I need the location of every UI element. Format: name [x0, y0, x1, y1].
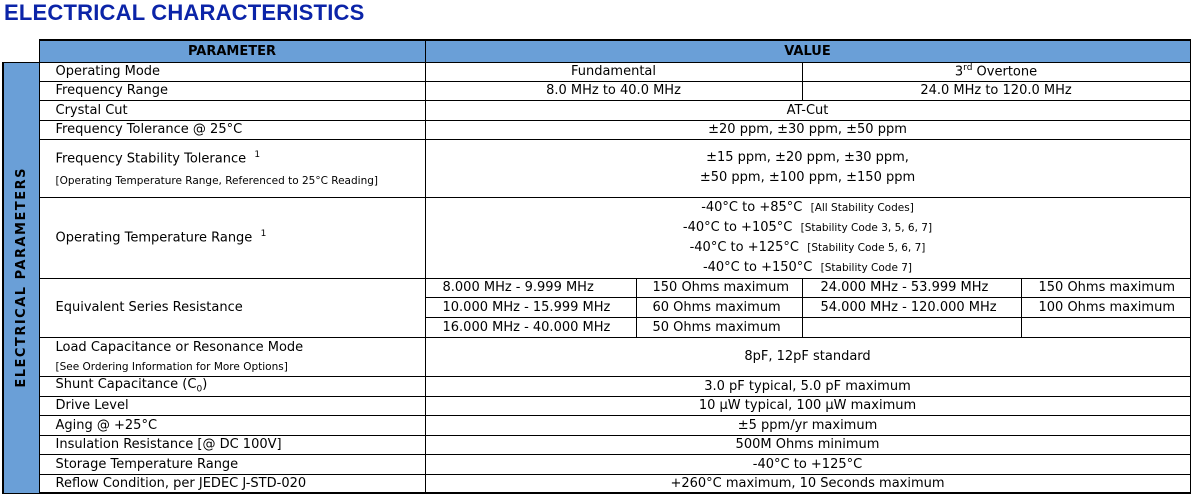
value-operating-temperature: [425, 197, 1190, 278]
param-frequency-stability-note: [Operating Temperature Range, Referenced to 25°C Reading]: [55, 175, 378, 188]
row-shunt-capacitance: [3, 376, 1190, 396]
side-label-cell: [3, 62, 39, 493]
esr-frequency: 24.000 MHz - 53.999 MHz: [802, 278, 1021, 297]
esr-frequency: 54.000 MHz - 120.000 MHz: [802, 297, 1021, 317]
param-shunt-capacitance-label: Shunt Capacitance (C: [55, 377, 197, 393]
param-frequency-stability-label-line: [56, 144, 425, 170]
value-frequency-stability: [425, 139, 1190, 197]
footnote-1: 1: [254, 149, 261, 160]
value-overtone: [802, 62, 1190, 81]
overtone-label: Overtone: [972, 64, 1038, 80]
value-reflow-condition: +260°C maximum, 10 Seconds maximum: [425, 474, 1190, 493]
row-frequency-stability: [3, 139, 1190, 197]
esr-row: [3, 278, 1190, 297]
param-aging: Aging @ +25°C: [39, 415, 425, 435]
param-operating-temperature: [39, 197, 425, 278]
temp-note: [All Stability Codes]: [810, 201, 914, 214]
parameter-header: PARAMETER: [39, 40, 425, 62]
esr-ohms: 100 Ohms maximum: [1021, 297, 1190, 317]
value-storage-temperature: -40°C to +125°C: [425, 454, 1190, 474]
param-esr: Equivalent Series Resistance: [39, 278, 425, 337]
temp-range: -40°C to +85°C: [701, 199, 803, 215]
row-storage-temperature: [3, 454, 1190, 474]
row-reflow-condition: [3, 474, 1190, 493]
temp-line: [426, 258, 1190, 278]
value-shunt-capacitance: 3.0 pF typical, 5.0 pF maximum: [425, 376, 1190, 396]
param-shunt-capacitance: [39, 376, 425, 396]
row-crystal-cut: [3, 100, 1190, 120]
row-frequency-range: [3, 81, 1190, 100]
esr-ohms: 150 Ohms maximum: [1021, 278, 1190, 297]
overtone-number: 3: [954, 64, 964, 80]
temp-range: -40°C to +150°C: [702, 259, 813, 275]
esr-ohms: 60 Ohms maximum: [636, 297, 802, 317]
value-insulation-resistance: 500M Ohms minimum: [425, 435, 1190, 454]
value-drive-level: 10 µW typical, 100 µW maximum: [425, 396, 1190, 415]
footnote-1: 1: [260, 229, 267, 240]
esr-frequency: [802, 317, 1021, 337]
param-operating-mode: Operating Mode: [39, 62, 425, 81]
param-shunt-capacitance-subscript: 0: [196, 384, 203, 395]
param-operating-temperature-label: Operating Temperature Range: [55, 230, 253, 246]
temp-line: [426, 238, 1190, 258]
temp-note: [Stability Code 5, 6, 7]: [807, 241, 926, 254]
stability-line-2: ±50 ppm, ±100 ppm, ±150 ppm: [699, 170, 916, 185]
row-load-capacitance: [3, 337, 1190, 376]
temp-range: -40°C to +125°C: [689, 239, 800, 255]
row-aging: [3, 415, 1190, 435]
value-frequency-overtone: 24.0 MHz to 120.0 MHz: [802, 81, 1190, 100]
stability-line-1: ±15 ppm, ±20 ppm, ±30 ppm,: [706, 150, 909, 165]
overtone-superscript: rd: [963, 63, 973, 74]
value-load-capacitance: 8pF, 12pF standard: [425, 337, 1190, 376]
row-frequency-tolerance: [3, 120, 1190, 139]
temp-line: [426, 218, 1190, 238]
param-load-capacitance-note: [See Ordering Information for More Options]: [55, 360, 288, 373]
value-fundamental: Fundamental: [425, 62, 802, 81]
param-frequency-tolerance: Frequency Tolerance @ 25°C: [39, 120, 425, 139]
value-crystal-cut: AT-Cut: [425, 100, 1190, 120]
param-storage-temperature: Storage Temperature Range: [39, 454, 425, 474]
page-title: ELECTRICAL CHARACTERISTICS: [4, 0, 365, 25]
param-load-capacitance-label: Load Capacitance or Resonance Mode: [55, 339, 304, 355]
esr-ohms: 50 Ohms maximum: [636, 317, 802, 337]
esr-frequency: 16.000 MHz - 40.000 MHz: [425, 317, 636, 337]
electrical-characteristics-table: [2, 39, 1191, 494]
param-crystal-cut: Crystal Cut: [39, 100, 425, 120]
esr-frequency: 10.000 MHz - 15.999 MHz: [425, 297, 636, 317]
header-row: [3, 40, 1190, 62]
esr-ohms: [1021, 317, 1190, 337]
row-drive-level: [3, 396, 1190, 415]
temp-note: [Stability Code 3, 5, 6, 7]: [800, 221, 933, 234]
row-insulation-resistance: [3, 435, 1190, 454]
param-reflow-condition: Reflow Condition, per JEDEC J-STD-020: [39, 474, 425, 493]
esr-frequency: 8.000 MHz - 9.999 MHz: [425, 278, 636, 297]
param-insulation-resistance: Insulation Resistance [@ DC 100V]: [39, 435, 425, 454]
param-load-capacitance: [39, 337, 425, 376]
value-frequency-fundamental: 8.0 MHz to 40.0 MHz: [425, 81, 802, 100]
value-frequency-tolerance: ±20 ppm, ±30 ppm, ±50 ppm: [425, 120, 1190, 139]
temp-note: [Stability Code 7]: [820, 261, 913, 274]
esr-ohms: 150 Ohms maximum: [636, 278, 802, 297]
param-frequency-stability-label: Frequency Stability Tolerance: [55, 151, 247, 167]
param-frequency-stability: [39, 139, 425, 197]
value-aging: ±5 ppm/yr maximum: [425, 415, 1190, 435]
temp-line: [426, 198, 1190, 218]
header-spacer: [3, 40, 39, 62]
param-shunt-capacitance-close: ): [202, 377, 208, 393]
row-operating-temperature: [3, 197, 1190, 278]
temp-range: -40°C to +105°C: [682, 219, 793, 235]
side-label: ELECTRICAL PARAMETERS: [13, 167, 29, 388]
row-operating-mode: [3, 62, 1190, 81]
param-drive-level: Drive Level: [39, 396, 425, 415]
param-frequency-range: Frequency Range: [39, 81, 425, 100]
value-header: VALUE: [425, 40, 1190, 62]
